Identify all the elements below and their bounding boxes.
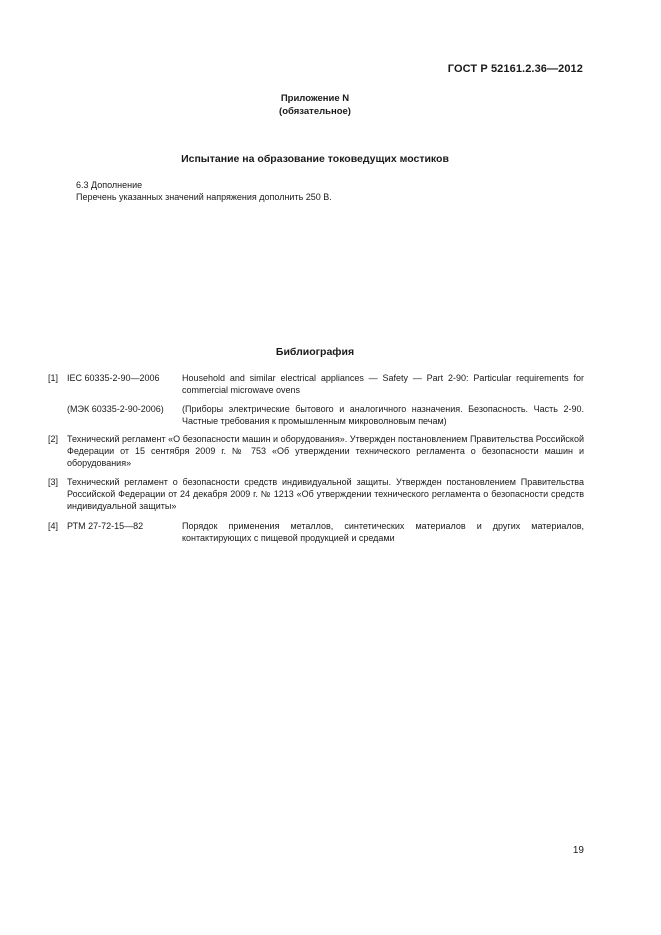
bib-entry-code-ru: (МЭК 60335-2-90-2006)	[67, 404, 164, 414]
annex-heading	[0, 92, 630, 118]
bib-entry-number: [3]	[48, 477, 59, 487]
bib-entry-3	[48, 476, 584, 512]
bib-entry-number: [1]	[48, 373, 59, 383]
standard-designation: ГОСТ Р 52161.2.36—2012	[447, 63, 583, 75]
bibliography-title: Библиография	[275, 346, 355, 358]
page-number: 19	[572, 845, 584, 856]
bib-entry-number: [2]	[48, 434, 59, 444]
bib-entry-text: Технический регламент «О безопасности машин и оборудования». Утвержден постановлением Правительства Российской Федерации от 15 сентября 2009 г. № 753 «Об утверждении технического регламента о безопасности машин и оборудования»	[67, 434, 584, 468]
section-title: Испытание на образование токоведущих мостиков	[181, 153, 449, 165]
bib-entry-description-ru: (Приборы электрические бытового и аналогичного назначения. Безопасность. Часть 2-90. Частные требования к промышленным микроволновым печам)	[182, 404, 584, 426]
bib-entry-number: [4]	[48, 521, 59, 531]
clause-text: Перечень указанных значений напряжения дополнить 250 В.	[76, 192, 332, 202]
bib-entry-code: РТМ 27-72-15—82	[67, 521, 144, 531]
bib-entry-1-translation	[48, 403, 584, 427]
bib-entry-1	[48, 372, 584, 396]
bib-entry-text: Технический регламент о безопасности средств индивидуальной защиты. Утвержден постановлением Правительства Российской Федерации от 24 декабря 2009 г. № 1213 «Об утверждении технического регламента о безопасности средств индивидуальной защиты»	[67, 477, 584, 511]
bib-entry-4	[48, 520, 584, 544]
clause-number: 6.3 Дополнение	[76, 180, 143, 190]
annex-status: (обязательное)	[279, 106, 351, 117]
annex-title: Приложение N	[280, 93, 350, 104]
bib-entry-code: IEC 60335-2-90—2006	[67, 373, 160, 383]
bib-entry-description: Household and similar electrical appliances — Safety — Part 2-90: Particular requirements for commercial microwave ovens	[182, 373, 584, 395]
bib-entry-description: Порядок применения металлов, синтетических материалов и других материалов, контактирующих с пищевой продукцией и средами	[182, 521, 584, 543]
bib-entry-2	[48, 433, 584, 469]
